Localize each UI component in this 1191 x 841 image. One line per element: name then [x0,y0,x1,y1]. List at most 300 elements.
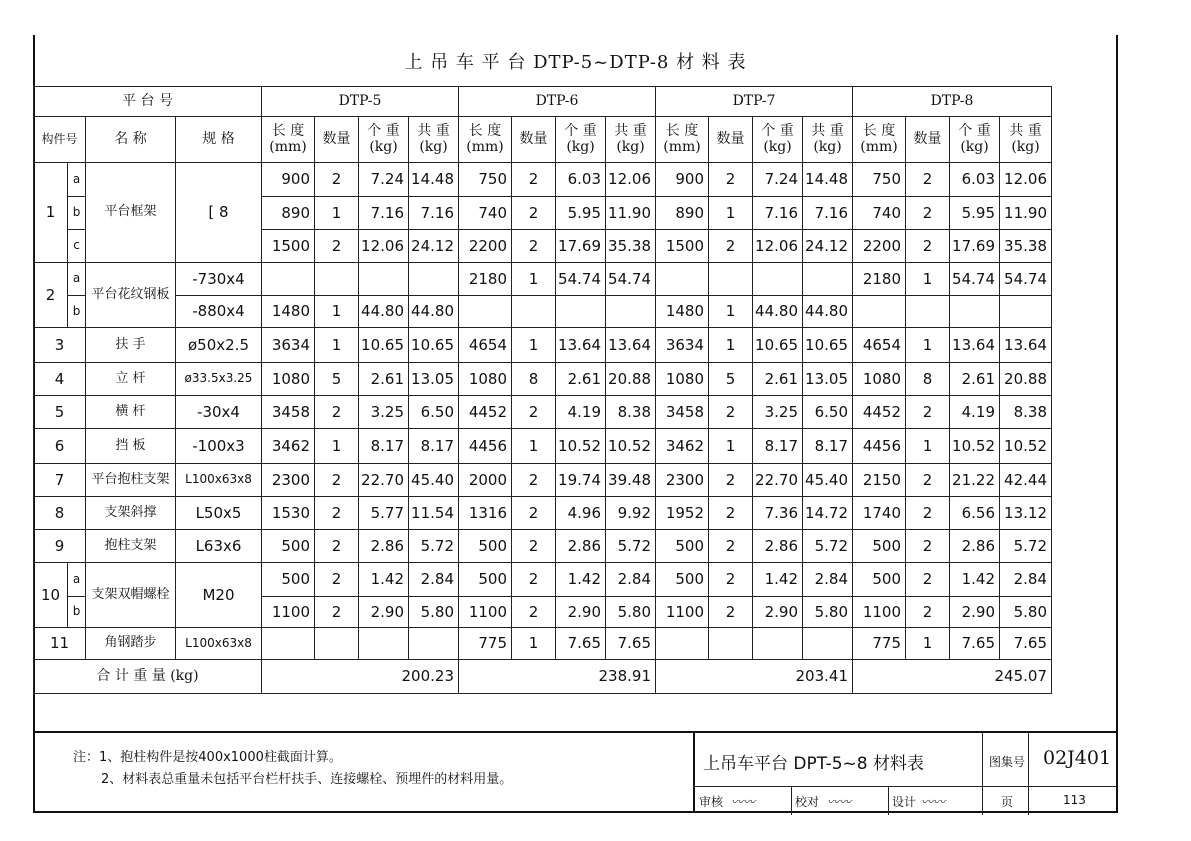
unit-weight-cell: 6.03 [950,163,1000,197]
length-cell: 3462 [262,429,315,464]
total-weight-cell: 54.74 [1000,263,1052,296]
atlas-label: 图集号 [989,755,1026,769]
unit-weight-cell: 10.52 [556,429,606,464]
notes [33,731,693,813]
quantity-cell: 2 [512,497,556,530]
length-cell [262,263,315,296]
length-cell: 900 [262,163,315,197]
part-number: 8 [34,497,86,530]
part-number: 10 [34,563,68,628]
part-name: 立 杆 [86,363,176,396]
total-weight-cell: 5.72 [409,530,459,563]
unit-weight-cell: 7.65 [950,628,1000,660]
total-weight-cell: 13.12 [1000,497,1052,530]
column-header-unit: (kg) [369,138,398,155]
length-cell: 1500 [262,230,315,263]
unit-weight-cell: 6.56 [950,497,1000,530]
unit-weight-cell: 7.24 [359,163,409,197]
quantity-cell: 1 [315,429,359,464]
table-row [34,328,1052,363]
column-header [803,117,853,163]
unit-weight-cell: 22.70 [359,464,409,497]
quantity-cell: 8 [512,363,556,396]
part-name: 角钢踏步 [86,628,176,660]
quantity-cell: 2 [709,530,753,563]
unit-weight-cell: 3.25 [753,396,803,429]
quantity-cell: 8 [906,363,950,396]
part-spec: -880x4 [176,296,262,328]
part-name: 抱柱支架 [86,530,176,563]
quantity-cell: 1 [906,328,950,363]
total-weight-value: 203.41 [656,660,853,694]
part-spec: L100x63x8 [176,628,262,660]
length-cell: 1952 [656,497,709,530]
column-header-label: 数量 [519,130,548,147]
unit-weight-cell: 4.19 [556,396,606,429]
part-no-header: 构件号 [34,117,86,163]
length-cell: 1100 [459,597,512,628]
total-weight-cell: 7.16 [409,197,459,230]
quantity-cell: 2 [906,597,950,628]
unit-weight-cell: 4.96 [556,497,606,530]
unit-weight-cell: 2.90 [359,597,409,628]
unit-weight-cell: 1.42 [950,563,1000,597]
quantity-cell: 1 [709,296,753,328]
column-header-label: 个 重 [564,123,597,140]
total-weight-cell: 5.80 [803,597,853,628]
unit-weight-cell: 2.86 [950,530,1000,563]
column-header-label: 个 重 [367,123,400,140]
column-header-unit: (kg) [813,138,842,155]
unit-weight-cell: 44.80 [753,296,803,328]
quantity-cell: 2 [315,396,359,429]
column-header-label: 长 度 [271,123,305,140]
part-number: 11 [34,628,86,660]
unit-weight-cell: 17.69 [950,230,1000,263]
part-name: 扶 手 [86,328,176,363]
atlas-number: 02J401 [1043,747,1112,769]
column-header [1000,117,1052,163]
length-cell: 2200 [459,230,512,263]
column-header-label: 数量 [716,130,745,147]
unit-weight-cell: 7.36 [753,497,803,530]
total-weight-cell: 11.90 [606,197,656,230]
unit-weight-cell: 2.86 [556,530,606,563]
total-weight-cell: 45.40 [803,464,853,497]
part-number: 7 [34,464,86,497]
column-header-unit: (mm) [663,138,701,155]
quantity-cell: 2 [512,230,556,263]
quantity-cell: 2 [512,464,556,497]
length-cell: 1316 [459,497,512,530]
part-number: 6 [34,429,86,464]
quantity-cell [709,628,753,660]
title-block [693,731,1118,813]
length-cell: 775 [853,628,906,660]
sub-part-letter: a [68,563,86,597]
total-weight-cell: 8.38 [1000,396,1052,429]
material-table [33,86,1052,694]
note-1: 注：1、抱柱构件是按400x1000柱截面计算。 [73,750,342,765]
column-header-unit: (kg) [566,138,595,155]
total-weight-cell: 35.38 [606,230,656,263]
length-cell: 4456 [853,429,906,464]
column-header-label: 共 重 [417,123,450,140]
group-header: DTP-8 [853,87,1052,117]
part-spec: -730x4 [176,263,262,296]
sub-part-letter: b [68,296,86,328]
length-cell: 500 [459,563,512,597]
length-cell [853,296,906,328]
unit-weight-cell [950,296,1000,328]
part-spec: ø50x2.5 [176,328,262,363]
unit-weight-cell: 7.65 [556,628,606,660]
column-header [950,117,1000,163]
part-spec: -30x4 [176,396,262,429]
table-row [34,464,1052,497]
part-name: 支架双帽螺栓 [86,563,176,628]
design-label: 设计 [892,795,917,809]
column-header-unit: (mm) [860,138,898,155]
length-cell: 2180 [459,263,512,296]
unit-weight-cell: 4.19 [950,396,1000,429]
part-name: 平台框架 [86,163,176,263]
total-weight-cell: 5.80 [1000,597,1052,628]
quantity-cell: 2 [512,597,556,628]
header-row-groups [34,87,1052,117]
unit-weight-cell: 8.17 [359,429,409,464]
total-weight-cell: 9.92 [606,497,656,530]
unit-weight-cell: 5.77 [359,497,409,530]
quantity-cell: 1 [315,296,359,328]
length-cell: 1100 [656,597,709,628]
table-row [34,163,1052,197]
part-spec: ø33.5x3.25 [176,363,262,396]
part-spec: L50x5 [176,497,262,530]
quantity-cell: 2 [906,563,950,597]
quantity-cell: 2 [315,563,359,597]
total-weight-cell [409,263,459,296]
unit-weight-cell: 2.86 [359,530,409,563]
column-header [709,117,753,163]
length-cell: 4654 [853,328,906,363]
total-weight-cell [803,263,853,296]
total-label: 合 计 重 量 (kg) [34,660,262,694]
total-weight-cell: 2.84 [1000,563,1052,597]
unit-weight-cell: 54.74 [556,263,606,296]
total-weight-cell: 7.65 [1000,628,1052,660]
unit-weight-cell: 7.16 [359,197,409,230]
part-name: 横 杆 [86,396,176,429]
total-weight-cell: 13.64 [1000,328,1052,363]
review-label: 审核 [699,795,724,809]
quantity-cell: 2 [512,396,556,429]
part-number: 5 [34,396,86,429]
quantity-cell: 1 [315,197,359,230]
length-cell: 1100 [853,597,906,628]
unit-weight-cell: 5.95 [556,197,606,230]
quantity-cell: 2 [709,563,753,597]
part-spec: L63x6 [176,530,262,563]
column-header [512,117,556,163]
part-number: 2 [34,263,68,328]
length-cell: 750 [459,163,512,197]
total-weight-cell: 54.74 [606,263,656,296]
column-header-label: 数量 [913,130,942,147]
sub-part-letter: a [68,263,86,296]
part-name: 挡 板 [86,429,176,464]
unit-weight-cell: 3.25 [359,396,409,429]
unit-weight-cell: 2.61 [359,363,409,396]
quantity-cell: 5 [315,363,359,396]
unit-weight-cell: 54.74 [950,263,1000,296]
length-cell: 3634 [656,328,709,363]
unit-weight-cell: 10.65 [753,328,803,363]
part-number: 4 [34,363,86,396]
part-number: 1 [34,163,68,263]
total-weight-cell: 8.17 [803,429,853,464]
total-weight-cell: 35.38 [1000,230,1052,263]
length-cell: 2300 [262,464,315,497]
length-cell [656,628,709,660]
unit-weight-cell: 1.42 [753,563,803,597]
table-row [34,396,1052,429]
unit-weight-cell: 2.86 [753,530,803,563]
part-number: 9 [34,530,86,563]
quantity-cell: 2 [906,163,950,197]
total-weight-cell: 44.80 [409,296,459,328]
length-cell: 4452 [853,396,906,429]
total-weight-cell: 20.88 [1000,363,1052,396]
unit-weight-cell: 19.74 [556,464,606,497]
unit-weight-cell: 12.06 [753,230,803,263]
length-cell: 500 [656,530,709,563]
column-header-label: 数量 [322,130,351,147]
column-header-label: 长 度 [468,123,502,140]
total-weight-cell [606,296,656,328]
total-weight-cell: 39.48 [606,464,656,497]
quantity-cell: 2 [709,230,753,263]
total-weight-cell: 14.48 [409,163,459,197]
quantity-cell: 1 [709,197,753,230]
unit-weight-cell: 10.65 [359,328,409,363]
quantity-cell: 2 [512,530,556,563]
total-weight-cell: 2.84 [606,563,656,597]
page-label: 页 [1001,795,1014,809]
total-weight-cell: 5.72 [606,530,656,563]
unit-weight-cell: 2.90 [556,597,606,628]
length-cell: 4654 [459,328,512,363]
total-weight-cell: 5.80 [409,597,459,628]
table-row [34,363,1052,396]
title-block-row [695,733,1118,787]
column-header-unit: (kg) [1011,138,1040,155]
quantity-cell: 2 [906,530,950,563]
total-weight-cell: 13.05 [803,363,853,396]
total-weight-cell: 6.50 [409,396,459,429]
header-row-columns [34,117,1052,163]
total-weight-cell: 5.80 [606,597,656,628]
unit-weight-cell: 7.16 [753,197,803,230]
length-cell: 4452 [459,396,512,429]
quantity-cell: 2 [709,163,753,197]
table-row [34,628,1052,660]
page-title: 上 吊 车 平 台 DTP-5~DTP-8 材 料 表 [404,52,747,73]
total-weight-cell: 24.12 [803,230,853,263]
quantity-cell: 2 [315,497,359,530]
total-row [34,660,1052,694]
quantity-cell: 1 [512,328,556,363]
column-header-label: 个 重 [761,123,794,140]
column-header-label: 共 重 [614,123,647,140]
length-cell: 3462 [656,429,709,464]
length-cell: 740 [853,197,906,230]
unit-weight-cell: 2.61 [950,363,1000,396]
length-cell: 3458 [656,396,709,429]
sub-part-letter: b [68,597,86,628]
group-header: DTP-7 [656,87,853,117]
table-row [34,530,1052,563]
length-cell: 900 [656,163,709,197]
total-weight-cell: 2.84 [803,563,853,597]
total-weight-cell: 7.65 [606,628,656,660]
column-header [606,117,656,163]
length-cell: 500 [459,530,512,563]
total-weight-cell: 10.52 [1000,429,1052,464]
unit-weight-cell: 13.64 [556,328,606,363]
quantity-cell: 1 [709,429,753,464]
total-weight-cell: 8.17 [409,429,459,464]
length-cell: 750 [853,163,906,197]
table-row [34,563,1052,597]
platform-no-header: 平 台 号 [34,87,262,117]
quantity-cell: 2 [512,563,556,597]
length-cell: 890 [262,197,315,230]
length-cell: 1480 [262,296,315,328]
column-header-label: 共 重 [1009,123,1042,140]
quantity-cell: 1 [512,429,556,464]
quantity-cell: 2 [906,497,950,530]
unit-weight-cell: 8.17 [753,429,803,464]
column-header [906,117,950,163]
review-signature: 〰〰 [731,795,756,809]
quantity-cell: 2 [709,497,753,530]
unit-weight-cell [753,263,803,296]
total-weight-cell: 5.72 [803,530,853,563]
quantity-cell: 2 [906,464,950,497]
total-weight-cell: 10.52 [606,429,656,464]
length-cell: 500 [262,563,315,597]
total-weight-value: 200.23 [262,660,459,694]
total-weight-cell: 45.40 [409,464,459,497]
quantity-cell: 2 [906,230,950,263]
quantity-cell: 2 [315,163,359,197]
quantity-cell: 5 [709,363,753,396]
design-signature: 〰〰 [921,795,946,809]
check-label: 校对 [795,795,820,809]
unit-weight-cell: 2.61 [556,363,606,396]
part-spec: M20 [176,563,262,628]
quantity-cell [315,628,359,660]
part-number: 3 [34,328,86,363]
quantity-cell: 1 [512,263,556,296]
part-spec: [ 8 [176,163,262,263]
total-weight-cell: 7.16 [803,197,853,230]
total-weight-cell [1000,296,1052,328]
quantity-cell: 1 [906,263,950,296]
total-weight-cell: 20.88 [606,363,656,396]
column-header-label: 长 度 [862,123,896,140]
length-cell: 1080 [459,363,512,396]
total-weight-cell: 2.84 [409,563,459,597]
length-cell: 500 [853,530,906,563]
part-name: 平台花纹钢板 [86,263,176,328]
part-name: 平台抱柱支架 [86,464,176,497]
column-header [315,117,359,163]
length-cell: 500 [656,563,709,597]
unit-weight-cell: 1.42 [359,563,409,597]
column-header-label: 共 重 [811,123,844,140]
table-row [34,296,1052,328]
total-weight-cell: 14.48 [803,163,853,197]
unit-weight-cell: 5.95 [950,197,1000,230]
table-row [34,429,1052,464]
total-weight-cell: 14.72 [803,497,853,530]
quantity-cell: 1 [906,429,950,464]
column-header [753,117,803,163]
quantity-cell: 2 [315,597,359,628]
total-weight-cell: 11.54 [409,497,459,530]
unit-weight-cell: 22.70 [753,464,803,497]
total-weight-cell: 8.38 [606,396,656,429]
unit-weight-cell: 1.42 [556,563,606,597]
length-cell: 1530 [262,497,315,530]
length-cell: 1080 [656,363,709,396]
total-weight-cell: 13.64 [606,328,656,363]
column-header-unit: (kg) [763,138,792,155]
length-cell: 2000 [459,464,512,497]
unit-weight-cell: 7.24 [753,163,803,197]
total-weight-cell: 12.06 [1000,163,1052,197]
length-cell [262,628,315,660]
total-weight-cell: 12.06 [606,163,656,197]
quantity-cell: 1 [315,328,359,363]
quantity-cell [315,263,359,296]
total-weight-value: 245.07 [853,660,1052,694]
length-cell: 1480 [656,296,709,328]
total-weight-value: 238.91 [459,660,656,694]
length-cell: 740 [459,197,512,230]
total-weight-cell: 11.90 [1000,197,1052,230]
total-weight-cell: 42.44 [1000,464,1052,497]
length-cell: 1080 [262,363,315,396]
sub-part-letter: c [68,230,86,263]
total-weight-cell: 10.65 [409,328,459,363]
unit-weight-cell: 2.90 [753,597,803,628]
length-cell: 2180 [853,263,906,296]
total-weight-cell: 10.65 [803,328,853,363]
length-cell: 1740 [853,497,906,530]
length-cell: 500 [262,530,315,563]
quantity-cell [709,263,753,296]
unit-weight-cell: 13.64 [950,328,1000,363]
quantity-cell: 2 [512,163,556,197]
quantity-cell: 1 [906,628,950,660]
spec-header: 规 格 [176,117,262,163]
total-weight-cell [803,628,853,660]
quantity-cell: 2 [906,396,950,429]
unit-weight-cell: 44.80 [359,296,409,328]
